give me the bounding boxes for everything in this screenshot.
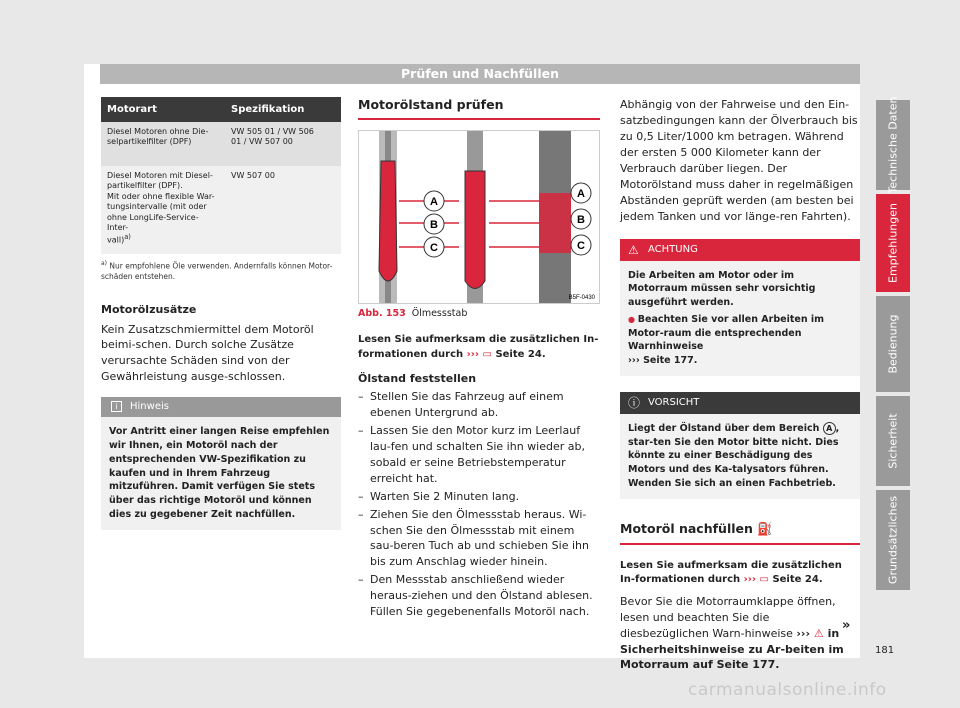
warning-icon: ⚠ — [628, 242, 639, 257]
warning-icon: ⚠ — [813, 626, 824, 640]
achtung-header: ⚠ ACHTUNG — [620, 239, 860, 261]
section-title-nachfuellen: Motoröl nachfüllen ⛽ — [620, 521, 860, 545]
oelstand-subtitle: Ölstand feststellen — [358, 372, 477, 385]
achtung-box — [620, 239, 860, 376]
page-ref-link[interactable]: Seite 177 — [643, 355, 694, 367]
table-header-motorart: Motorart — [101, 97, 225, 122]
oil-spec-table — [101, 97, 341, 254]
hinweis-text: Vor Antritt einer langen Reise empfehlen wir Ihnen, ein Motoröl nach der entsprechenden VW-Spezifikation zu kaufen und in Ihrem Fahrzeug mitzuführen. Damit verfügen Sie stets über das richtige Motoröl und können dies zu gegebener Zeit nachfüllen. — [109, 426, 330, 520]
table-cell: VW 507 00 — [225, 166, 341, 254]
tab-sicherheit[interactable]: Sicherheit — [876, 396, 910, 486]
figure-label-c: C — [430, 242, 438, 254]
page-number: 181 — [875, 645, 895, 656]
hinweis-box — [101, 397, 341, 529]
list-item: – Stellen Sie das Fahrzeug auf einem ebenen Untergrund ab. — [358, 389, 600, 421]
tab-bedienung[interactable]: Bedienung — [876, 296, 910, 392]
page-header: Prüfen und Nachfüllen — [100, 64, 860, 84]
figure-label-a-right: A — [577, 188, 585, 200]
column-middle — [358, 97, 600, 620]
table-row — [101, 122, 341, 166]
figure-label-b: B — [430, 219, 438, 231]
table-cell: Diesel Motoren ohne Die- selpartikelfilter (DPF) — [101, 122, 225, 166]
table-header-spezifikation: Spezifikation — [225, 97, 341, 122]
list-item: – Lassen Sie den Motor kurz im Leerlauf lau-fen und schalten Sie ihn wieder ab, sobald er seine Betriebstemperatur erreicht hat. — [358, 423, 600, 487]
vorsicht-box — [620, 392, 860, 499]
dipstick-figure — [358, 130, 600, 304]
info-icon: i — [111, 401, 122, 412]
table-cell: VW 505 01 / VW 506 01 / VW 507 00 — [225, 122, 341, 166]
page-ref-link[interactable]: Seite 24 — [772, 574, 819, 586]
ref-arrows[interactable]: ››› — [466, 348, 480, 360]
page-ref-link[interactable]: Seite 24 — [495, 348, 542, 360]
vorsicht-header: ⓘ VORSICHT — [620, 392, 860, 414]
book-icon: ▭ — [482, 348, 492, 360]
s2-intro-text: Lesen Sie aufmerksam die zusätzlichen In-formationen durch ››› ▭ Seite 24. — [620, 559, 842, 586]
figure-caption: Abb. 153 Ölmessstab — [358, 308, 468, 319]
tab-technische-daten[interactable]: Technische Daten — [876, 100, 910, 190]
figure-label-a: A — [430, 196, 438, 208]
continue-marker: » — [842, 618, 851, 633]
consumption-text: Abhängig von der Fahrweise und den Ein-satzbedingungen kann der Ölverbrauch bis zu 0,5 Liter/1000 km betragen. Während der ersten 5 000 Kilometer kann der Verbrauch darüber liegen. Der Motorölstand muss daher in regelmäßigen Abständen geprüft werden (am besten bei jedem Tanken und vor länge-ren Fahrten). — [620, 98, 858, 223]
achtung-body: Die Arbeiten am Motor oder im Motorraum müssen sehr vorsichtig ausgeführt werden. ● Beachten Sie vor allen Arbeiten im Motor-raum die entsprechenden Warnhinweise ››› Seite 177. — [620, 261, 860, 376]
steps-list — [358, 389, 600, 620]
list-item: – Den Messstab anschließend wieder heraus-ziehen und den Ölstand ablesen. Füllen Sie gegebenenfalls Motoröl nach. — [358, 572, 600, 620]
list-item: – Warten Sie 2 Minuten lang. — [358, 489, 600, 505]
oil-can-icon: ⛽ — [757, 520, 773, 536]
column-right — [620, 97, 860, 673]
hinweis-header: i Hinweis — [101, 397, 341, 417]
s2-text: Bevor Sie die Motorraumklappe öffnen, lesen und beachten Sie die diesbezüglichen Warn-hinweise ››› ⚠ in Sicherheitshinweise zu Ar-beiten im Motorraum auf Seite 177. — [620, 594, 844, 672]
alert-icon: ⓘ — [628, 395, 641, 410]
tab-empfehlungen[interactable]: Empfehlungen — [876, 194, 910, 292]
table-cell: Diesel Motoren mit Diesel- partikelfilter (DPF). Mit oder ohne flexible War- tungsintervalle (mit oder ohne LongLife-Service-Inter- vall)$^{a)}$ — [101, 166, 225, 254]
figure-label-c-right: C — [577, 240, 585, 252]
zusaetze-title: Motorölzusätze — [101, 302, 197, 316]
vorsicht-body: Liegt der Ölstand über dem Bereich A , star-ten Sie den Motor bitte nicht. Dies könnte zu einer Beschädigung des Motors und des Ka-talysators führen. Wenden Sie sich an einen Fachbetrieb. — [628, 422, 840, 489]
book-icon: ▭ — [759, 574, 769, 586]
intro-text: Lesen Sie aufmerksam die zusätzlichen In-formationen durch ››› ▭ Seite 24. — [358, 334, 599, 360]
section-title-oelstand: Motorölstand prüfen — [358, 97, 600, 120]
table-row — [101, 166, 341, 254]
safety-ref-link[interactable]: in Sicherheitshinweise zu Ar-beiten im Motorraum auf Seite 177 — [620, 626, 844, 672]
figure-code: B5F-0430 — [568, 295, 595, 301]
watermark: carmanualsonline.info — [688, 680, 887, 700]
dipstick-illustration — [359, 131, 599, 303]
figure-label-b-right: B — [577, 214, 585, 226]
footnote-ref[interactable]: a) — [124, 233, 131, 242]
list-item: – Ziehen Sie den Ölmessstab heraus. Wi-schen Sie den Ölmessstab mit einem sau-beren Tuch ab und schieben Sie ihn bis zum Anschlag wieder hinein. — [358, 507, 600, 571]
tab-grundsaetzliches[interactable]: Grundsätzliches — [876, 490, 910, 590]
achtung-bullet: ● Beachten Sie vor allen Arbeiten im Motor-raum die entsprechenden Warnhinweise — [628, 314, 824, 353]
column-left — [101, 97, 341, 530]
zusaetze-text: Kein Zusatzschmiermittel dem Motoröl beimi-schen. Durch solche Zusätze verursachte Schäden sind von der Gewährleistung ausge-schlossen. — [101, 322, 314, 384]
circle-label-a: A — [823, 422, 836, 435]
footnote: $^{a)}$ Nur empfohlene Öle verwenden. Andernfalls können Motor-schäden entstehen. — [101, 260, 333, 281]
